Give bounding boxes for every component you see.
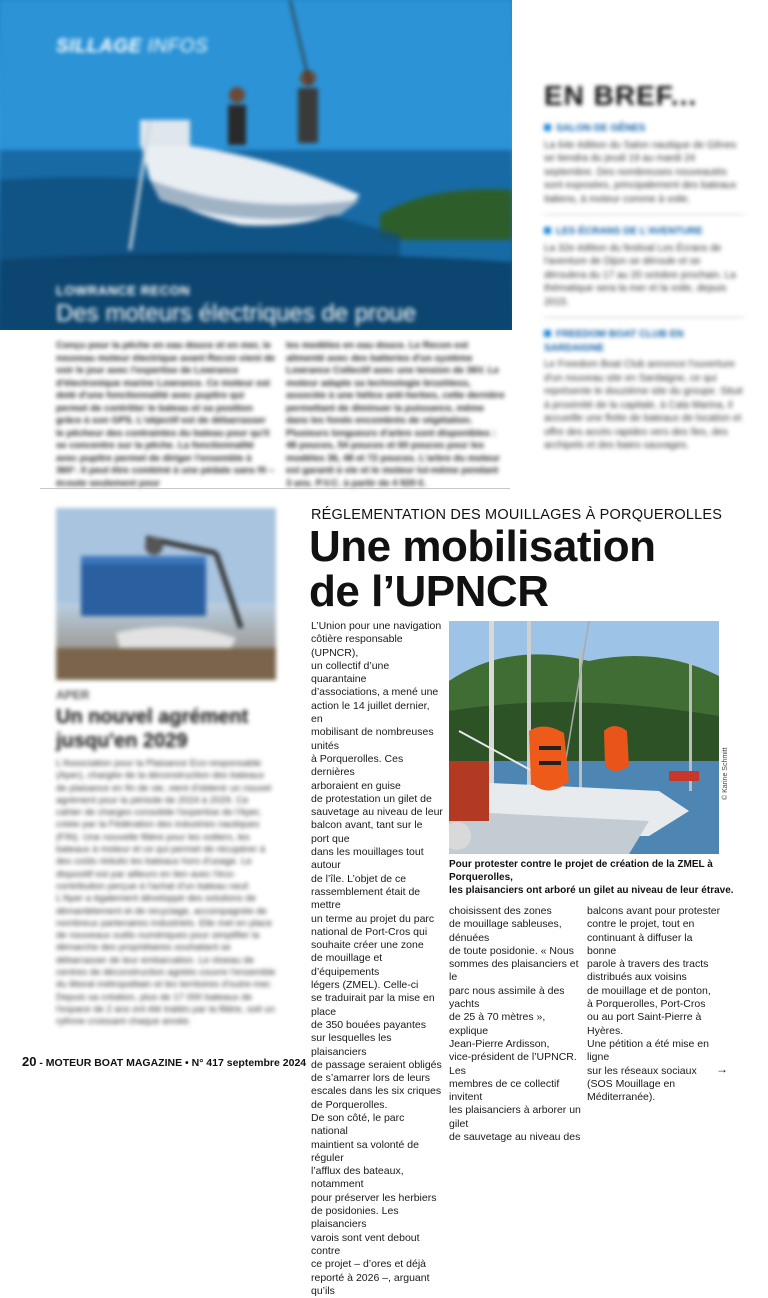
hero-title: Des moteurs électriques de proue xyxy=(56,300,417,327)
en-bref-item-text: Le Freedom Boat Club annonce l'ouverture d'un nouveau site en Sardaigne, ce qui représente le douzième site du groupe. Situé à proximité de la capitale, à Cala Marina, il accueille une flotte de bateaux de location et offre des accès rapides vers des îles, des archipels et des baies sauvages. xyxy=(544,359,744,451)
caption-line-2: les plaisanciers ont arboré un gilet au niveau de leur étrave. xyxy=(449,885,734,896)
article-line: choisissent des zones xyxy=(449,905,552,917)
article-line: sur les réseaux sociaux xyxy=(587,1064,697,1077)
en-bref-item xyxy=(544,328,744,453)
article-line: légers (ZMEL). Celle-ci xyxy=(311,979,419,992)
article-line: d’associations, a mené une xyxy=(311,686,439,699)
next-page-arrow-icon: → xyxy=(716,1062,728,1076)
article-line: de 25 à 70 mètres », explique xyxy=(449,1011,546,1037)
hero-kicker-bold: SILLAGE xyxy=(56,36,142,57)
article-column-1 xyxy=(311,620,443,1298)
article-line: les plaisanciers à arborer un gilet xyxy=(449,1104,581,1130)
article-kicker: RÉGLEMENTATION DES MOUILLAGES À PORQUEROLLES xyxy=(311,507,723,523)
article-line: Une pétition a été mise en ligne xyxy=(587,1037,709,1064)
article-line: à Porquerolles. Ces dernières xyxy=(311,752,404,779)
article-column-3 xyxy=(587,905,721,1104)
article-line: parole à travers des tracts xyxy=(587,958,709,971)
aper-kicker: APER xyxy=(56,688,90,702)
en-bref-item-heading: LES ÉCRANS DE L'AVENTURE xyxy=(544,225,744,239)
article-line: l’afflux des bateaux, notamment xyxy=(311,1165,404,1191)
article-line: reporté à 2026 –, arguant qu’ils xyxy=(311,1271,430,1297)
en-bref-sidebar xyxy=(544,80,744,453)
photo-credit: © Karine Schmitt xyxy=(722,747,729,800)
en-bref-item-heading: FREEDOM BOAT CLUB EN SARDAIGNE xyxy=(544,328,744,355)
article-line: rassemblement était de mettre xyxy=(311,885,421,912)
article-line: de s’amarrer lors de leurs xyxy=(311,1072,431,1085)
en-bref-item-text: La 32e édition du festival Les Écrans de l'aventure de Dijon se déroule et se déroulera du 17 au 20 octobre prochain. La thématique sera la mer et la voile, depuis 2015. xyxy=(544,242,736,308)
article-line: De son côté, le parc national xyxy=(311,1111,405,1138)
caption-line-1: Pour protester contre le projet de création de la ZMEL à Porquerolles, xyxy=(449,859,713,883)
article-line: de toute posidonie. « Nous xyxy=(449,944,574,957)
article-line: escales dans les six criques xyxy=(311,1085,442,1098)
en-bref-item-text: La 64e édition du Salon nautique de Gênes se tiendra du jeudi 19 au mardi 24 septembre. Des nombreuses nouveautés sont exposées, principalement des bateaux italiens, à moteur comme à voile. xyxy=(544,139,737,205)
article-line: parc nous assimile à des yachts xyxy=(449,984,565,1011)
article-line: L’Union pour une navigation xyxy=(311,620,442,632)
article-line: national de Port-Cros qui xyxy=(311,925,428,938)
article-headline xyxy=(309,524,749,614)
aper-body: L'Association pour la Plaisance Eco-responsable (Aper), chargée de la déconstruction des bateaux de plaisance en fin de vie, vient d'obtenir un nouvel agrément pour la période de 2024 à 2029. Ce cahier de charges consolide l'expertise de l'Aper, créée par la Fédération des industries nautiques (FIN). Une nouvelle filière pour les voiliers, les bateaux à moteur et ce qui permet de récupérer à des coûts réduits les bateaux hors d'usage. Le dispositif est par ailleurs en lien avec l'éco-contribution perçue à l'achat d'un bateau neuf. L'Aper a également développé des solutions de démantèlement et de recyclage, accompagnée de nombreux partenaires industriels. Elle met en place de nouveaux outils numériques pour simplifier la démarche des propriétaires souhaitant se débarrasser de leur embarcation. Le réseau de centres de déconstruction agréés couvre l'ensemble du littoral métropolitain et les territoires d'outre-mer. Depuis sa création, plus de 17 000 bateaux de l'espace de 2 ans ont été traités par la filière, soit un rythme croissant chaque année. xyxy=(56,758,276,1028)
article-line: de l’île. L’objet de ce xyxy=(311,872,407,885)
article-line: balcons avant pour protester xyxy=(587,905,721,917)
article-line: de mouillage et d’équipements xyxy=(311,952,383,978)
article-line: sommes des plaisanciers et le xyxy=(449,958,579,984)
article-column-2 xyxy=(449,905,581,1144)
photo-caption xyxy=(449,858,739,897)
article-line: de passage seraient obligés xyxy=(311,1058,442,1071)
article-line: de protestation un gilet de xyxy=(311,792,432,805)
hero-kicker-light: INFOS xyxy=(147,36,209,57)
article-line: contre le projet, tout en xyxy=(587,918,695,931)
article-line: balcon avant, tant sur le port que xyxy=(311,819,423,845)
article-line: ou au port Saint-Pierre à Hyères. xyxy=(587,1011,702,1037)
top-article-col1: Conçu pour la pêche en eau douce et en mer, le nouveau moteur électrique avant Recon vient de voir le jour avec l'expertise de Lowrance d'électronique marine Lowrance. Ce moteur est doté d'une fonctionnalité avec pupitre qui permet de contrôler le bateau et sa position grâce à son GPS. L'objectif est de débarrasser le pêcheur des contraintes du bateau pour qu'il se concentre sur la pêche. La fonctionnalité avec pupitre permet de diriger l'ensemble à 360°. Il peut être combiné à une pédale sans fil – écoute seulement pour xyxy=(56,340,276,489)
article-line: de mouillage et de ponton, xyxy=(587,984,711,997)
article-line: sur lesquelles les plaisanciers xyxy=(311,1032,392,1058)
section-divider xyxy=(40,488,510,489)
article-line: Jean-Pierre Ardisson, xyxy=(449,1037,550,1050)
article-line: côtière responsable (UPNCR), xyxy=(311,633,403,659)
en-bref-divider xyxy=(544,317,744,318)
article-line: membres de ce collectif invitent xyxy=(449,1077,560,1104)
article-line: souhaite créer une zone xyxy=(311,939,424,952)
article-line: sauvetage au niveau de leur xyxy=(311,806,443,819)
hero-photo xyxy=(0,0,512,330)
article-line: pour préserver les herbiers xyxy=(311,1191,437,1204)
article-line: de 350 bouées payantes xyxy=(311,1018,427,1031)
page-footer xyxy=(22,1054,306,1069)
article-line: varois sont vent debout contre xyxy=(311,1231,420,1257)
headline-line-1: Une mobilisation xyxy=(309,522,656,571)
hero-kicker xyxy=(56,36,208,58)
footer-text: - MOTEUR BOAT MAGAZINE • N° 417 septembre 2024 xyxy=(36,1057,307,1069)
article-line: de mouillage sableuses, dénuées xyxy=(449,918,562,944)
aper-photo xyxy=(56,508,276,680)
article-line: à Porquerolles, Port-Cros xyxy=(587,998,706,1011)
aper-photo-illustration xyxy=(56,508,276,680)
article-line: de sauvetage au niveau des xyxy=(449,1131,581,1144)
en-bref-item xyxy=(544,122,744,206)
top-article-col2: les modèles en eau douce. Le Recon est alimenté avec des batteries d'un système Lowrance Collectif avec une tension de 36V. Le moteur adapte sa technologie brushless, associée à une hélice anti-herbes, cette dernière permettant de diminuer la puissance, même dans les fonds encombrés de végétation. Plusieurs longueurs d'arbre sont disponibles : 48 pouces, 54 pouces et 60 pouces pour les modèles 36, 48 et 72 pouces. L'arbre du moteur est garanti à vie et le moteur lui-même pendant 3 ans. P.V.C. à partir de 4 920 €. xyxy=(286,340,505,489)
article-line: continuant à diffuser la bonne xyxy=(587,931,693,957)
article-line: (SOS Mouillage en Méditerranée). xyxy=(587,1077,676,1104)
headline-line-2: de l’UPNCR xyxy=(309,567,549,616)
article-line: distribués aux voisins xyxy=(587,971,687,984)
aper-title: Un nouvel agrément jusqu'en 2029 xyxy=(56,706,249,752)
article-line: se traduirait par la mise en place xyxy=(311,992,435,1018)
article-line: ce projet – d’ores et déjà xyxy=(311,1258,426,1271)
en-bref-divider xyxy=(544,214,744,215)
en-bref-title: EN BREF... xyxy=(544,80,698,111)
article-line: de Porquerolles. xyxy=(311,1098,388,1111)
article-line: vice-président de l’UPNCR. Les xyxy=(449,1051,577,1077)
harbor-photo-illustration xyxy=(449,621,719,854)
hero-subtitle: LOWRANCE RECON xyxy=(56,283,191,298)
en-bref-item xyxy=(544,225,744,309)
page-number: 20 xyxy=(22,1054,37,1069)
article-line: un collectif d’une quarantaine xyxy=(311,659,390,686)
article-line: arboraient en guise xyxy=(311,779,401,792)
article-photo xyxy=(449,621,719,854)
article-line: mobilisant de nombreuses unités xyxy=(311,726,434,752)
article-line: dans les mouillages tout autour xyxy=(311,846,424,872)
article-line: un terme au projet du parc xyxy=(311,912,435,925)
article-line: maintient sa volonté de réguler xyxy=(311,1138,419,1164)
article-line: de posidonies. Les plaisanciers xyxy=(311,1205,399,1231)
article-line: action le 14 juillet dernier, en xyxy=(311,699,430,726)
en-bref-item-heading: SALON DE GÊNES xyxy=(544,122,744,136)
